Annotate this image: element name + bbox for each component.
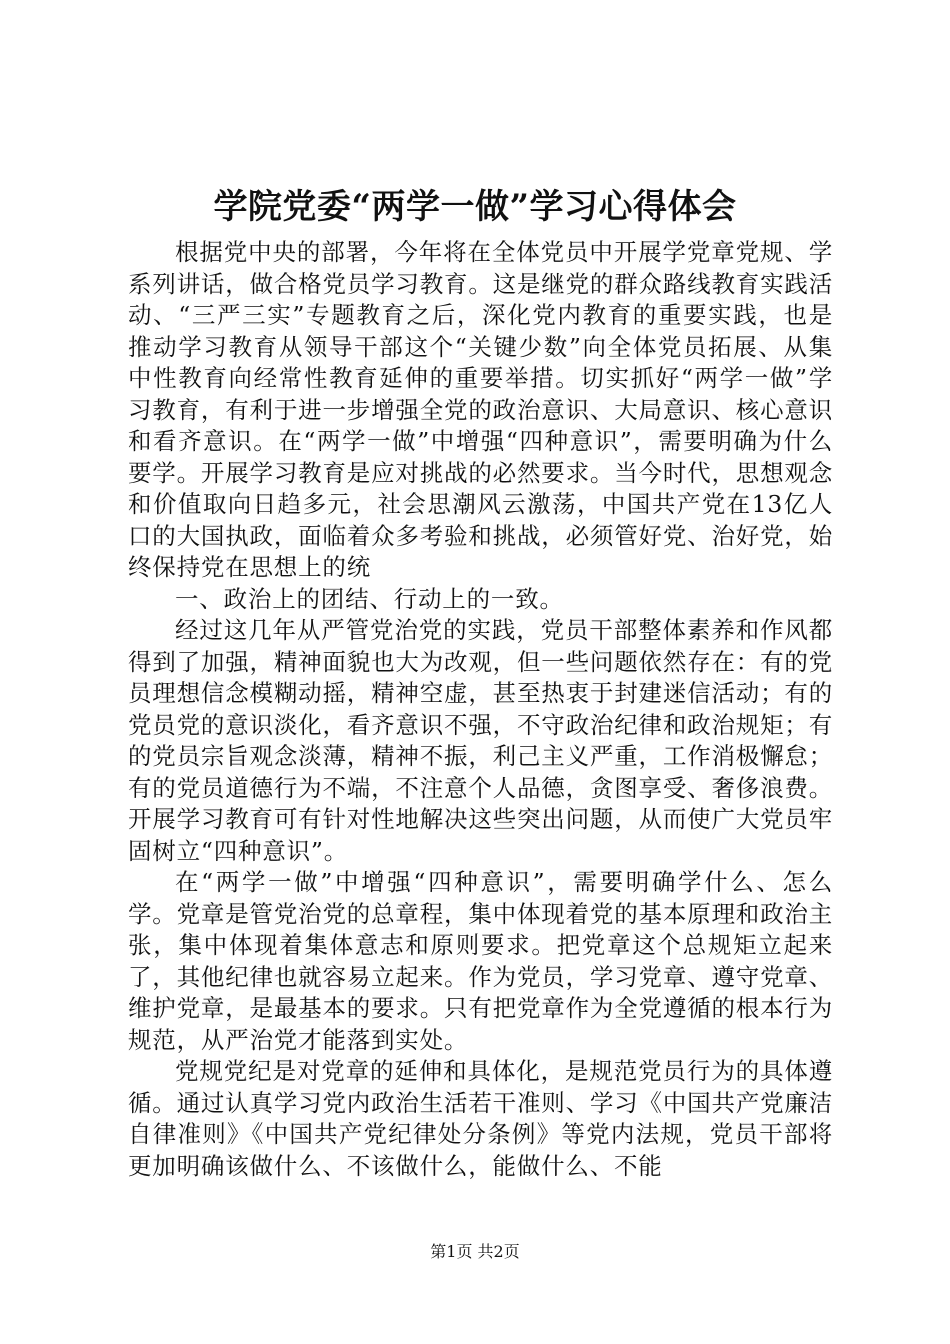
section-heading: 一、政治上的团结、行动上的一致。 xyxy=(175,584,564,613)
paragraph-problems: 经过这几年从严管党治党的实践，党员干部整体素养和作风都得到了加强，精神面貌也大为改观，但一些问题依然存在：有的党员理想信念模糊动摇，精神空虚，甚至热衷于封建迷信活动；有的党员党的意识淡化，看齐意识不强，不守政治纪律和政治规矩；有的党员宗旨观念淡薄，精神不振，利己主义严重，工作消极懈怠；有的党员道德行为不端，不注意个人品德，贪图享受、奢侈浪费。开展学习教育可有针对性地解决这些突出问题，从而使广大党员牢固树立“四种意识”。 xyxy=(128,616,833,865)
document-title: 学院党委“两学一做”学习心得体会 xyxy=(213,187,737,227)
paragraph-intro: 根据党中央的部署，今年将在全体党员中开展学党章党规、学系列讲话，做合格党员学习教育。这是继党的群众路线教育实践活动、“三严三实”专题教育之后，深化党内教育的重要实践，也是推动学习教育从领导干部这个“关键少数”向全体党员拓展、从集中性教育向经常性教育延伸的重要举措。切实抓好“两学一做”学习教育，有利于进一步增强全党的政治意识、大局意识、核心意识和看齐意识。在“两学一做”中增强“四种意识”，需要明确为什么要学。开展学习教育是应对挑战的必然要求。当今时代，思想观念和价值取向日趋多元，社会思潮风云激荡，中国共产党在13亿人口的大国执政，面临着众多考验和挑战，必须管好党、治好党，始终保持党在思想上的统 xyxy=(128,238,833,581)
document-body xyxy=(128,237,833,1182)
paragraph-party-constitution: 在“两学一做”中增强“四种意识”，需要明确学什么、怎么学。党章是管党治党的总章程，集中体现着党的基本原理和政治主张，集中体现着集体意志和原则要求。把党章这个总规矩立起来了，其他纪律也就容易立起来。作为党员，学习党章、遵守党章、维护党章，是最基本的要求。只有把党章作为全党遵循的根本行为规范，从严治党才能落到实处。 xyxy=(128,868,833,1054)
page-footer: 第1页 共2页 xyxy=(430,1242,520,1261)
paragraph-party-rules: 党规党纪是对党章的延伸和具体化，是规范党员行为的具体遵循。通过认真学习党内政治生活若干准则、学习《中国共产党廉洁自律准则》《中国共产党纪律处分条例》等党内法规，党员干部将更加明确该做什么、不该做什么，能做什么、不能 xyxy=(128,1057,833,1180)
